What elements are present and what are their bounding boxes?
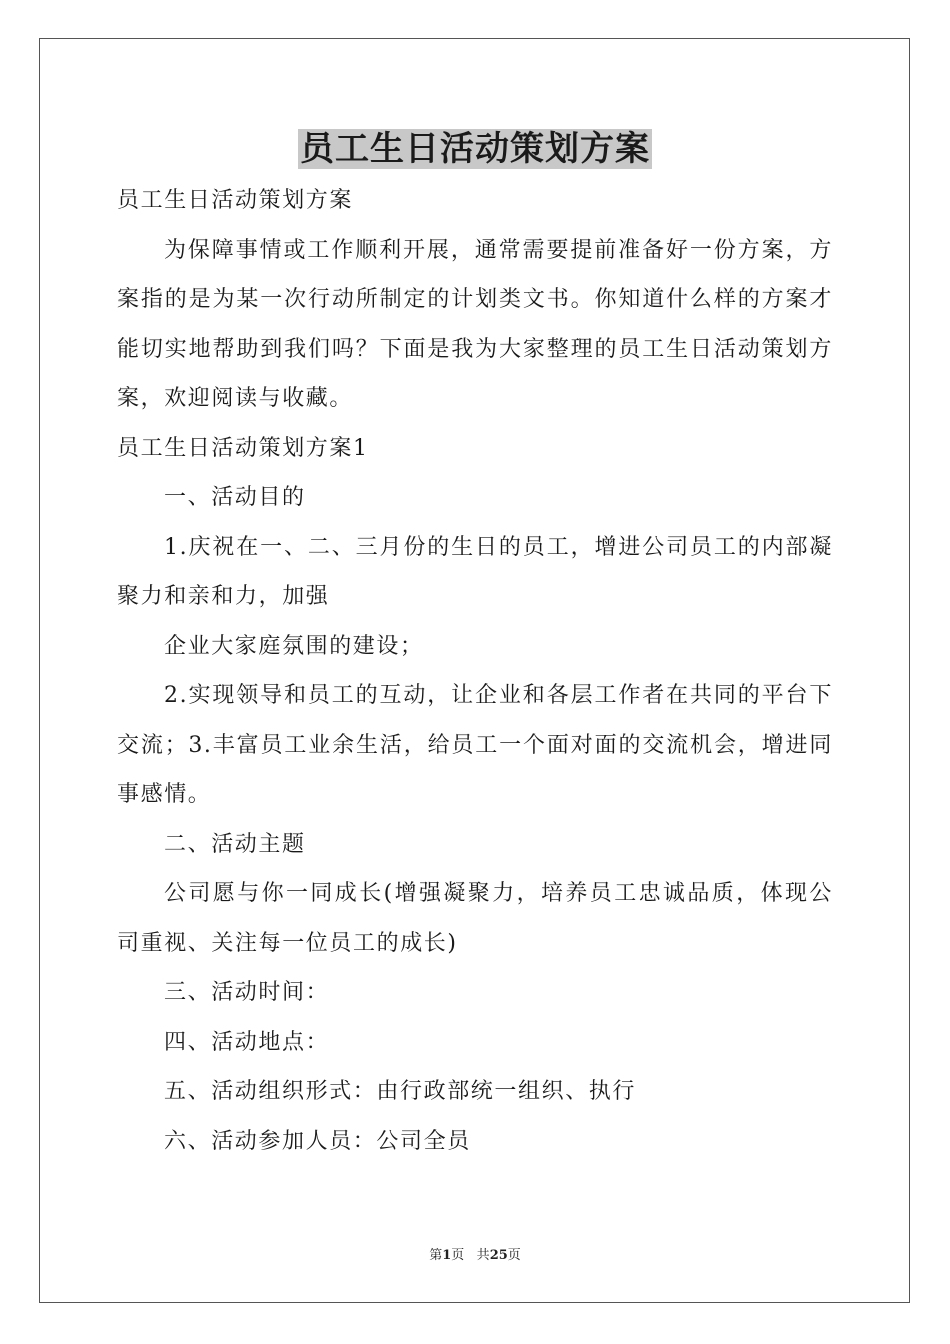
paragraph: 员工生日活动策划方案1: [117, 435, 369, 461]
paragraph: 三、活动时间：: [164, 980, 330, 1005]
paragraph: 一、活动目的: [164, 485, 306, 510]
document-title-text: 员工生日活动策划方案: [300, 129, 650, 169]
paragraph: 五、活动组织形式：由行政部统一组织、执行: [164, 1079, 637, 1104]
total-prefix: 共: [476, 1248, 490, 1263]
paragraph: 六、活动参加人员：公司全员: [164, 1128, 471, 1154]
paragraph: 企业大家庭氛围的建设；: [164, 633, 424, 659]
page-prefix: 第: [429, 1248, 443, 1263]
paragraph: 2.实现领导和员工的互动，让企业和各层工作者在共同的平台下交流；3.丰富员工业余生活，给员工一个面对面的交流机会，增进同事感情。: [117, 683, 833, 807]
document-title: [0, 124, 950, 174]
total-pages: 25: [489, 1248, 508, 1263]
paragraph: 公司愿与你一同成长(增强凝聚力，培养员工忠诚品质，体现公司重视、关注每一位员工的成长): [117, 881, 833, 956]
page-number: 1: [442, 1248, 452, 1263]
paragraph: 为保障事情或工作顺利开展，通常需要提前准备好一份方案，方案指的是为某一次行动所制定的计划类文书。你知道什么样的方案才能切实地帮助到我们吗？下面是我为大家整理的员工生日活动策划方案，欢迎阅读与收藏。: [117, 237, 833, 411]
document-body: [117, 176, 833, 1166]
paragraph: 四、活动地点：: [164, 1029, 330, 1055]
paragraph: 员工生日活动策划方案: [117, 188, 354, 213]
page-footer: [0, 1246, 950, 1266]
page-suffix: 页: [451, 1248, 465, 1263]
paragraph: 1.庆祝在一、二、三月份的生日的员工，增进公司员工的内部凝聚力和亲和力，加强: [117, 534, 833, 609]
total-suffix: 页: [507, 1248, 521, 1263]
paragraph: 二、活动主题: [164, 831, 306, 857]
